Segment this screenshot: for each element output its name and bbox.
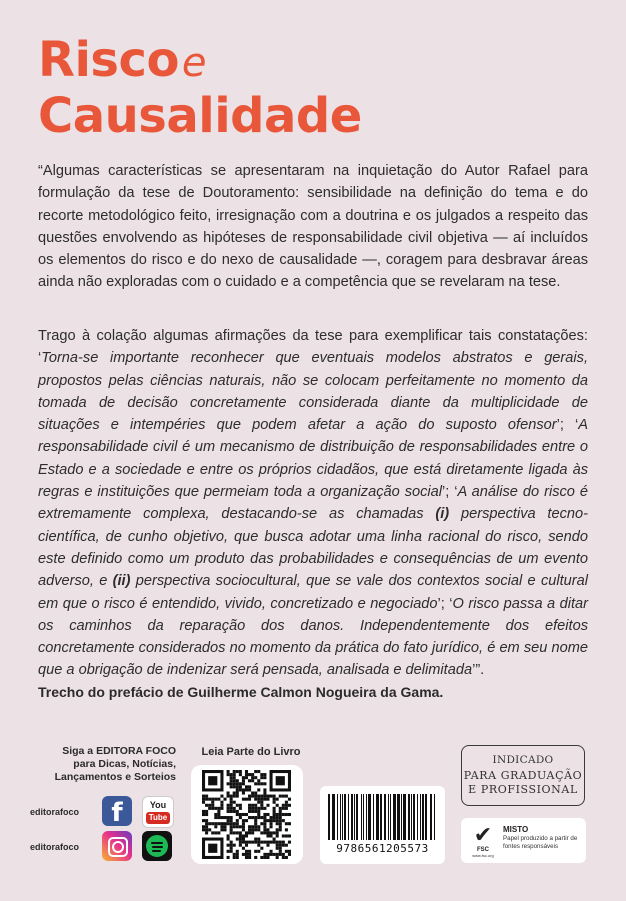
qr-label: Leia Parte do Livro	[201, 746, 301, 758]
follow-line-1: Siga a EDITORA FOCO	[62, 745, 176, 757]
follow-line-3: Lançamentos e Sorteios	[54, 771, 176, 783]
qr-code[interactable]	[191, 765, 303, 864]
barcode-bars	[328, 794, 437, 842]
indicado-line-1: INDICADO	[492, 754, 554, 766]
indicado-line-2: PARA GRADUAÇÃO	[463, 769, 583, 782]
isbn-barcode	[320, 786, 445, 864]
preface-paragraph-1: “Algumas características se apresentaram na inquietação do Autor Rafael para formulação da tese de Doutoramento: sensibilidade na definição do tema e do recorte metodológico feito, irresignação com a doutrina e os julgados a respeito das questões envolvendo as hipóteses de responsabilidade civil objetiva — aí incluídos os elementos do risco e do nexo de causalidade —, coragem para desbravar áreas ainda não exploradas com o cuidado e a competência que se revelaram na tese.	[38, 163, 588, 291]
marker-i: (i)	[435, 506, 450, 523]
fsc-text: Papel produzido a partir de fontes responsáveis	[503, 835, 578, 850]
fsc-logo-label: FSC	[477, 847, 489, 853]
instagram-icon[interactable]	[102, 831, 132, 861]
quote-separator: ’; ‘	[437, 595, 453, 612]
facebook-glyph: f	[111, 798, 123, 828]
social-handle-instagram-spotify: editorafoco	[30, 842, 80, 852]
quote-end: ’”.	[472, 662, 485, 679]
preface-attribution: Trecho do prefácio de Guilherme Calmon Nogueira da Gama.	[38, 684, 444, 700]
indicado-badge	[461, 745, 585, 806]
fsc-logo	[469, 823, 497, 857]
fsc-certification	[461, 818, 586, 863]
spotify-wave	[152, 850, 161, 852]
youtube-icon[interactable]	[142, 796, 174, 828]
fsc-title: MISTO	[503, 825, 529, 834]
youtube-wordmark-tube: Tube	[146, 812, 170, 824]
quote-3a: A análise do risco é extremamente complexa, destacando-se as chamadas	[38, 484, 588, 523]
social-handle-facebook-youtube: editorafoco	[30, 807, 80, 817]
p2-intro: Trago à colação algumas afirmações da tese para exemplificar tais constatações: ‘	[38, 328, 588, 367]
quote-4: O risco passa a ditar os caminhos da reparação dos danos. Independentemente dos efeitos concretamente considerados no momento da prática do fato jurídico, é em seu nome que a obrigação de indenizar será pensada, analisada e delimitada	[38, 595, 588, 679]
youtube-wordmark-you: You	[149, 800, 167, 810]
follow-line-2: para Dicas, Notícias,	[73, 758, 176, 770]
fsc-logo-url: www.fsc.org	[472, 853, 494, 858]
instagram-lens	[112, 841, 124, 853]
title-word-risco: Risco	[38, 32, 179, 88]
quote-3b: perspectiva tecno-científica, de cunho objetivo, que busca adotar uma linha racional do risco, sendo este definido como um produto das probabilidades e consequências de um evento adverso, e	[38, 506, 588, 590]
quote-separator: ’; ‘	[556, 417, 579, 434]
isbn-number: 9786561205573	[336, 842, 429, 855]
spotify-wave	[152, 846, 163, 848]
qr-code-graphic	[202, 770, 291, 859]
quote-2: A responsabilidade civil é um mecanismo de distribuição de responsabilidades entre o Estado e a sociedade e entre os próprios cidadãos, que está diretamente ligada às regras e instituições que permeiam toda a organização social	[38, 417, 588, 501]
facebook-icon[interactable]	[102, 796, 132, 826]
title-word-causalidade: Causalidade	[38, 88, 362, 144]
quote-separator: ’; ‘	[442, 484, 458, 501]
quote-1: Torna-se importante reconhecer que eventuais modelos abstratos e gerais, propostos pelas ciências naturais, não se colocam perfeitamente no momento da tomada de decisão concretamente considerada diante da multiplicidade de situações e intempéries que podem afetar a ação do suposto ofensor	[38, 350, 588, 434]
spotify-icon[interactable]	[142, 831, 172, 861]
title-connector-e: e	[181, 40, 207, 86]
marker-ii: (ii)	[112, 573, 131, 590]
spotify-wave	[151, 842, 163, 844]
quote-3c: perspectiva sociocultural, que se vale dos contextos social e cultural em que o risco é entendido, vivido, concretizado e negociado	[38, 573, 588, 612]
book-title	[38, 32, 362, 144]
indicado-line-3: E PROFISSIONAL	[468, 783, 578, 796]
fsc-tree-icon: ✔	[473, 822, 493, 847]
preface-paragraph-2	[38, 325, 588, 682]
follow-editora-text	[30, 745, 176, 784]
